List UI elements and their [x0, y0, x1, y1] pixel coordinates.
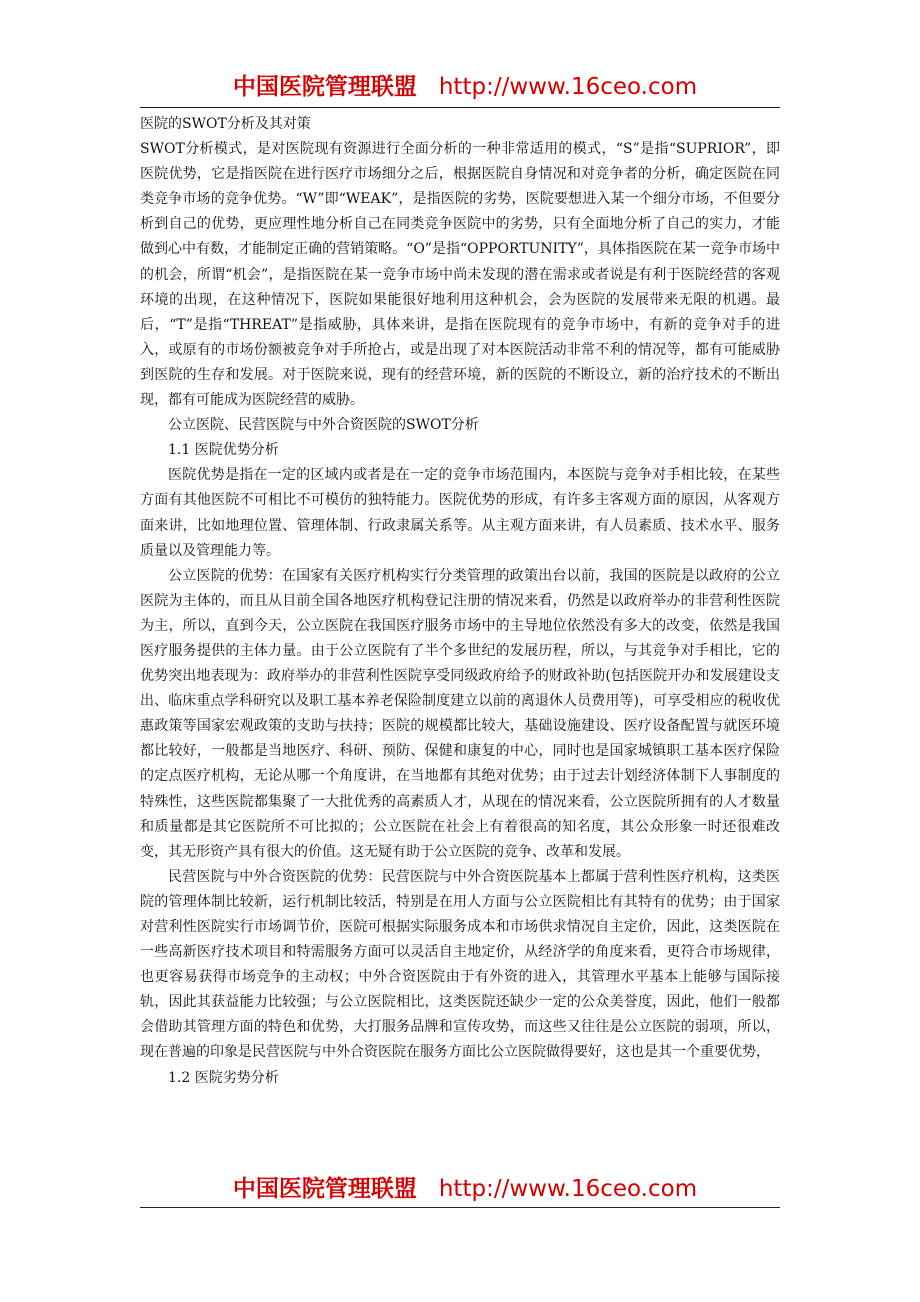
- footer-url-link[interactable]: http://www.16ceo.com: [438, 1176, 698, 1202]
- private-hospital-advantage-paragraph: 民营医院与中外合资医院的优势：民营医院与中外合资医院基本上都属于营利性医疗机构，这类医院的管理体制比较新，运行机制比较活，特别是在用人方面与公立医院相比有其特有的优势；由于国家对营利性医院实行市场调节价，医院可根据实际服务成本和市场供求情况自主定价，因此，这类医院在一些高新医疗技术项目和特需服务方面可以灵活自主地定价，从经济学的角度来看，更符合市场规律，也更容易获得市场竞争的主动权；中外合资医院由于有外资的进入，其管理水平基本上能够与国际接轨，因此其获益能力比较强；与公立医院相比，这类医院还缺少一定的公众美誉度，因此，他们一般都会借助其管理方面的特色和优势，大打服务品牌和宣传攻势，而这些又往往是公立医院的弱项，所以，现在普遍的印象是民营医院与中外合资医院在服务方面比公立医院做得要好，这也是其一个重要优势，: [140, 868, 780, 1061]
- footer-banner: [145, 1174, 785, 1204]
- footer-divider: [140, 1207, 780, 1208]
- document-body: [140, 112, 780, 1091]
- public-hospital-advantage-paragraph: 公立医院的优势：在国家有关医疗机构实行分类管理的政策出台以前，我国的医院是以政府的公立医院为主体的，而且从目前全国各地医疗机构登记注册的情况来看，仍然是以政府举办的非营利性医院为主，所以，直到今天，公立医院在我国医疗服务市场中的主导地位依然没有多大的改变，依然是我国医疗服务提供的主体力量。由于公立医院有了半个多世纪的发展历程，所以，与其竞争对手相比，它的优势突出地表现为：政府举办的非营利性医院享受同级政府给予的财政补助(包括医院开办和发展建设支出、临床重点学科研究以及职工基本养老保险制度建立以前的离退休人员费用等)，可享受相应的税收优惠政策等国家宏观政策的支助与扶持；医院的规模都比较大，基础设施建设、医疗设备配置与就医环境都比较好，一般都是当地医疗、科研、预防、保健和康复的中心，同时也是国家城镇职工基本医疗保险的定点医疗机构，无论从哪一个角度讲，在当地都有其绝对优势；由于过去计划经济体制下人事制度的特殊性，这些医院都集聚了一大批优秀的高素质人才，从现在的情况来看，公立医院所拥有的人才数量和质量都是其它医院所不可比拟的；公立医院在社会上有着很高的知名度，其公众形象一时还很难改变，其无形资产具有很大的价值。这无疑有助于公立医院的竞争、改革和发展。: [140, 567, 780, 860]
- header-banner: [145, 72, 785, 102]
- document-title: 医院的SWOT分析及其对策: [140, 116, 311, 132]
- subsection-heading-disadvantages: 1.2 医院劣势分析: [168, 1069, 279, 1086]
- footer-org-name: 中国医院管理联盟: [232, 1176, 417, 1202]
- advantage-definition-paragraph: 医院优势是指在一定的区域内或者是在一定的竞争市场范围内，本医院与竞争对手相比较，在某些方面有其他医院不可相比不可模仿的独特能力。医院优势的形成，有许多主客观方面的原因，从客观方面来讲，比如地理位置、管理体制、行政隶属关系等。从主观方面来讲，有人员素质、技术水平、服务质量以及管理能力等。: [140, 467, 780, 559]
- header-divider: [140, 107, 780, 108]
- section-heading: 公立医院、民营医院与中外合资医院的SWOT分析: [168, 417, 479, 434]
- intro-paragraph: SWOT分析模式，是对医院现有资源进行全面分析的一种非常适用的模式，“S”是指“SUPRIOR”，即医院优势，它是指医院在进行医疗市场细分之后，根据医院自身情况和对竞争者的分析，确定医院在同类竞争市场的竞争优势。“W”即“WEAK”，是指医院的劣势，医院要想进入某一个细分市场，不但要分析到自己的优势，更应理性地分析自己在同类竞争医院中的劣势，只有全面地分析了自己的实力，才能做到心中有数，才能制定正确的营销策略。“O”是指“OPPORTUNITY”，具体指医院在某一竞争市场中的机会，所谓“机会”，是指医院在某一竞争市场中尚未发现的潜在需求或者说是有利于医院经营的客观环境的出现，在这种情况下，医院如果能很好地利用这种机会，会为医院的发展带来无限的机遇。最后，“T”是指“THREAT”是指威胁，具体来讲，是指在医院现有的竞争市场中，有新的竞争对手的进入，或原有的市场份额被竞争对手所抢占，或是出现了对本医院活动非常不利的情况等，都有可能威胁到医院的生存和发展。对于医院来说，现有的经营环境，新的医院的不断设立，新的治疗技术的不断出现，都有可能成为医院经营的威胁。: [140, 141, 780, 409]
- header-org-name: 中国医院管理联盟: [232, 74, 417, 100]
- subsection-heading-advantages: 1.1 医院优势分析: [168, 442, 279, 459]
- header-url-link[interactable]: http://www.16ceo.com: [438, 74, 698, 100]
